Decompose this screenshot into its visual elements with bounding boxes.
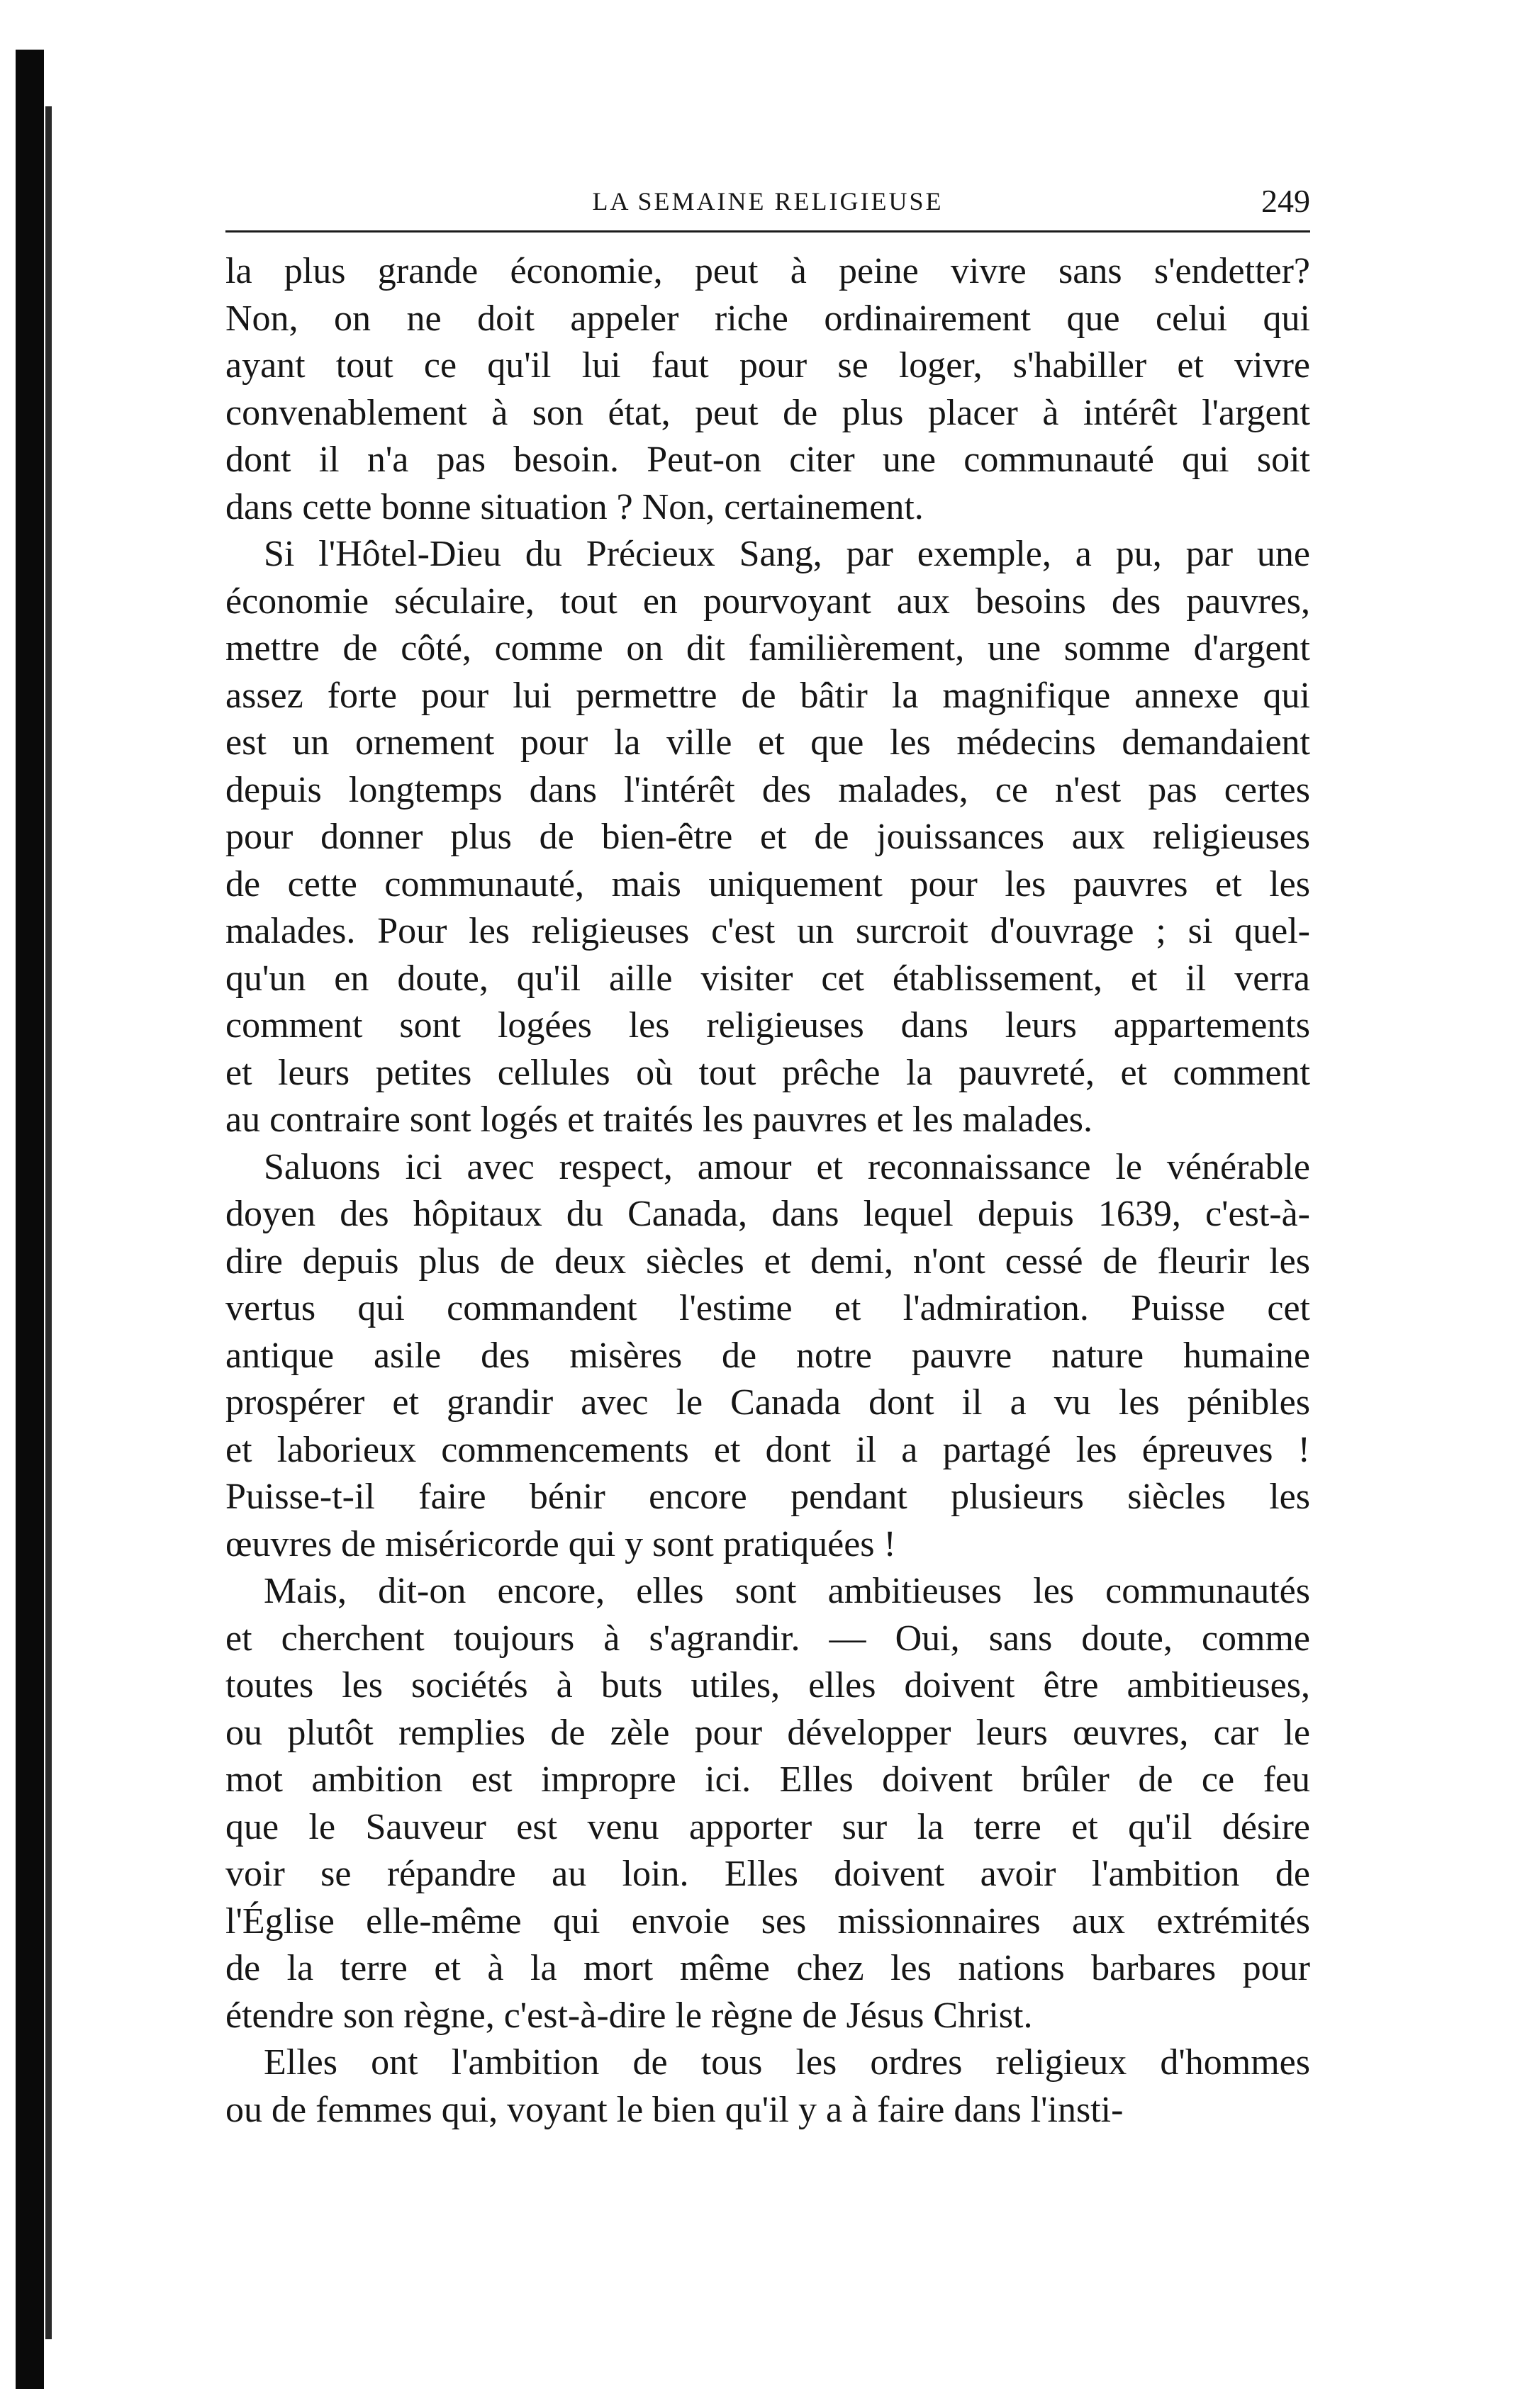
text-line: convenablement à son état, peut de plus placer à intérêt l'argent (225, 392, 1310, 433)
text-line: toutes les sociétés à buts utiles, elles doivent être ambitieuses, (225, 1665, 1310, 1706)
text-line: prospérer et grandir avec le Canada dont il a vu les pénibles (225, 1382, 1310, 1423)
page-number: 249 (1261, 183, 1310, 219)
text-line: est un ornement pour la ville et que les médecins demandaient (225, 722, 1310, 763)
text-line: voir se répandre au loin. Elles doivent avoir l'ambition de (225, 1854, 1310, 1894)
text-line: et laborieux commencements et dont il a partagé les épreuves ! (225, 1429, 1310, 1470)
text-line: assez forte pour lui permettre de bâtir la magnifique annexe qui (225, 675, 1310, 716)
paragraph (225, 1144, 1310, 1569)
text-line: de cette communauté, mais uniquement pour les pauvres et les (225, 863, 1310, 905)
body-text (225, 248, 1310, 2134)
text-line: dans cette bonne situation ? Non, certainement. (225, 486, 924, 527)
text-line: ou plutôt remplies de zèle pour développer leurs œuvres, car le (225, 1712, 1310, 1753)
paragraph (225, 531, 1310, 1144)
text-line: et cherchent toujours à s'agrandir. — Oui, sans doute, comme (225, 1618, 1310, 1659)
text-line: Puisse-t-il faire bénir encore pendant plusieurs siècles les (225, 1477, 1310, 1517)
running-head-title: LA SEMAINE RELIGIEUSE (592, 187, 944, 215)
text-line: dont il n'a pas besoin. Peut-on citer une communauté qui soit (225, 439, 1310, 480)
book-page (225, 181, 1310, 2343)
text-line: ou de femmes qui, voyant le bien qu'il y a à faire dans l'insti- (225, 2089, 1124, 2130)
text-line: l'Église elle-même qui envoie ses missionnaires aux extrémités (225, 1900, 1310, 1942)
text-line: mot ambition est impropre ici. Elles doivent brûler de ce feu (225, 1759, 1310, 1800)
text-line: qu'un en doute, qu'il aille visiter cet établissement, et il verra (225, 958, 1310, 999)
paragraph (225, 248, 1310, 531)
paragraph (225, 1568, 1310, 2039)
text-line: doyen des hôpitaux du Canada, dans lequel depuis 1639, c'est-à- (225, 1194, 1310, 1234)
text-line: Si l'Hôtel-Dieu du Précieux Sang, par exemple, a pu, par une (264, 534, 1310, 574)
text-line: Saluons ici avec respect, amour et reconnaissance le vénérable (264, 1146, 1310, 1187)
text-line: depuis longtemps dans l'intérêt des malades, ce n'est pas certes (225, 769, 1310, 810)
scan-binding-shadow (16, 50, 44, 2389)
running-head (225, 181, 1310, 233)
text-line: antique asile des misères de notre pauvre nature humaine (225, 1335, 1310, 1376)
paragraph (225, 2039, 1310, 2134)
text-line: et leurs petites cellules où tout prêche la pauvreté, et comment (225, 1052, 1310, 1093)
text-line: œuvres de miséricorde qui y sont pratiquées ! (225, 1523, 896, 1564)
text-line: vertus qui commandent l'estime et l'admiration. Puisse cet (225, 1288, 1310, 1328)
text-line: de la terre et à la mort même chez les nations barbares pour (225, 1948, 1310, 1988)
text-line: mettre de côté, comme on dit familièrement, une somme d'argent (225, 628, 1310, 668)
text-line: Mais, dit-on encore, elles sont ambitieuses les communautés (264, 1571, 1310, 1611)
scan-binding-edge (45, 106, 52, 2339)
text-line: étendre son règne, c'est-à-dire le règne de Jésus Christ. (225, 1995, 1033, 2036)
text-line: économie séculaire, tout en pourvoyant aux besoins des pauvres, (225, 581, 1310, 622)
text-line: dire depuis plus de deux siècles et demi, n'ont cessé de fleurir les (225, 1241, 1310, 1282)
text-line: la plus grande économie, peut à peine vivre sans s'endetter? (225, 251, 1310, 291)
text-line: au contraire sont logés et traités les pauvres et les malades. (225, 1099, 1093, 1140)
text-line: que le Sauveur est venu apporter sur la terre et qu'il désire (225, 1806, 1310, 1847)
text-line: malades. Pour les religieuses c'est un surcroit d'ouvrage ; si quel- (225, 911, 1310, 951)
text-line: comment sont logées les religieuses dans leurs appartements (225, 1005, 1310, 1046)
text-line: pour donner plus de bien-être et de jouissances aux religieuses (225, 817, 1310, 857)
text-line: Elles ont l'ambition de tous les ordres religieux d'hommes (264, 2042, 1310, 2083)
text-line: ayant tout ce qu'il lui faut pour se loger, s'habiller et vivre (225, 345, 1310, 386)
text-line: Non, on ne doit appeler riche ordinairement que celui qui (225, 298, 1310, 339)
